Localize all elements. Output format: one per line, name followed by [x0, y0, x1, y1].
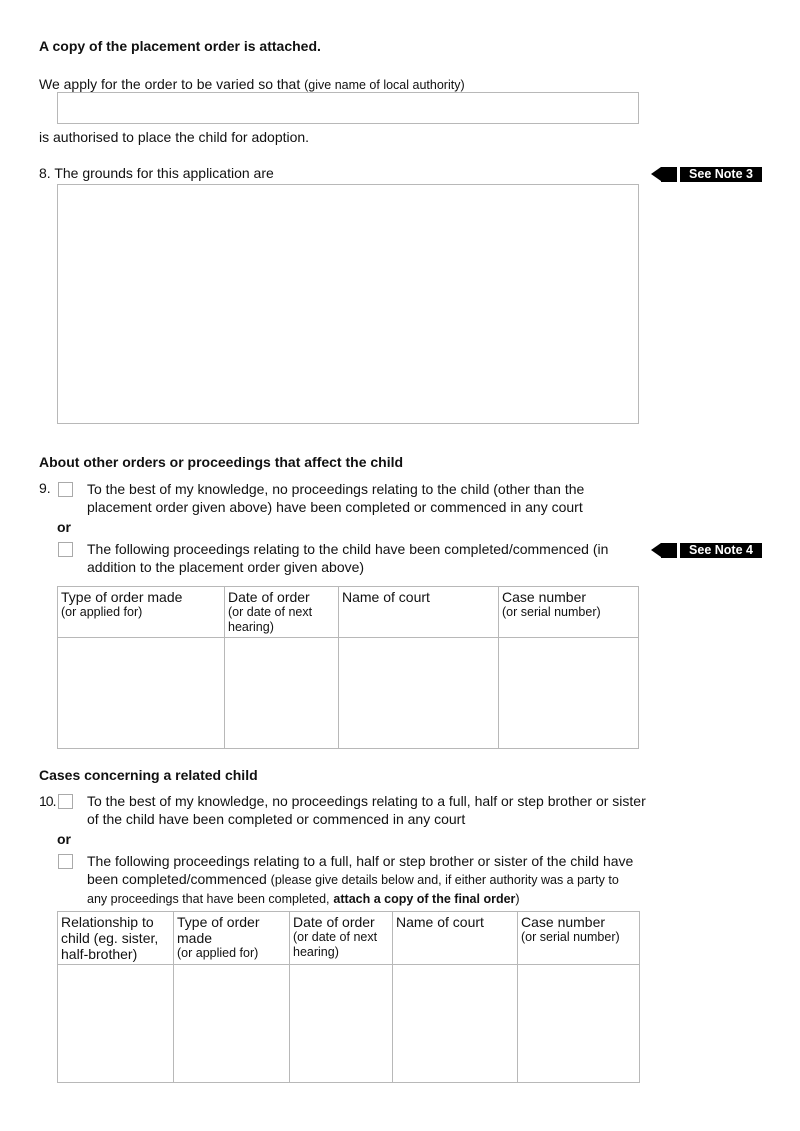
vary-order-hint: (give name of local authority) — [304, 78, 465, 92]
cell-date-of-order-input[interactable] — [290, 965, 393, 1083]
q10-attach-final-order: attach a copy of the final order — [333, 892, 516, 906]
see-note-4-badge — [651, 543, 762, 558]
vary-order-label: We apply for the order to be varied so that — [39, 76, 301, 92]
col-date-of-order: Date of order (or date of next hearing) — [225, 587, 339, 638]
q10-number: 10. — [39, 793, 56, 809]
col-type-of-order: Type of order made (or applied for) — [174, 912, 290, 965]
table-row — [58, 965, 640, 1083]
table-row — [58, 638, 639, 749]
vary-order-text — [39, 76, 465, 92]
cell-type-of-order-input[interactable] — [58, 638, 225, 749]
related-child-table — [57, 911, 640, 1083]
see-note-3-badge — [651, 167, 762, 182]
col-date-of-order: Date of order (or date of next hearing) — [290, 912, 393, 965]
cell-type-of-order-input[interactable] — [174, 965, 290, 1083]
cell-relationship-input[interactable] — [58, 965, 174, 1083]
other-orders-table — [57, 586, 639, 749]
cell-case-number-input[interactable] — [499, 638, 639, 749]
q9-option1-text: To the best of my knowledge, no proceedings relating to the child (other than the placement order given above) have been completed or commenced in any court — [87, 481, 585, 515]
q10-option2-text: The following proceedings relating to a full, half or step brother or sister of the child have been completed/commenced (please give details below and, if either authority was a party to any proceedings that have been completed, attach a copy of the final order) — [87, 853, 634, 906]
col-name-of-court: Name of court — [339, 587, 499, 638]
col-case-number: Case number (or serial number) — [499, 587, 639, 638]
local-authority-input[interactable] — [57, 92, 639, 124]
cell-case-number-input[interactable] — [518, 965, 640, 1083]
q10-no-proceedings-checkbox[interactable] — [58, 794, 73, 809]
grounds-label: 8. The grounds for this application are — [39, 165, 274, 181]
see-note-3-label: See Note 3 — [680, 167, 762, 182]
cell-date-of-order-input[interactable] — [225, 638, 339, 749]
note-arrow-icon — [651, 167, 661, 181]
placement-copy-attached: A copy of the placement order is attached. — [39, 38, 321, 54]
related-child-heading: Cases concerning a related child — [39, 767, 258, 783]
see-note-4-label: See Note 4 — [680, 543, 762, 558]
q10-or: or — [57, 831, 71, 847]
authorised-text: is authorised to place the child for adoption. — [39, 129, 310, 145]
q10-following-proceedings-checkbox[interactable] — [58, 854, 73, 869]
q9-no-proceedings-checkbox[interactable] — [58, 482, 73, 497]
col-case-number: Case number (or serial number) — [518, 912, 640, 965]
col-name-of-court: Name of court — [393, 912, 518, 965]
note-arrow-icon — [651, 543, 661, 557]
table-header-row — [58, 912, 640, 965]
q10-option1-text: To the best of my knowledge, no proceedings relating to a full, half or step brother or sister of the child have been completed or commenced in any court — [87, 793, 646, 827]
grounds-textarea[interactable] — [57, 184, 639, 424]
other-orders-heading: About other orders or proceedings that affect the child — [39, 454, 404, 470]
col-relationship: Relationship to child (eg. sister, half-brother) — [58, 912, 174, 965]
q9-number: 9. — [39, 480, 51, 496]
q10-option2-hint: (please give details below and, if either authority was a party to any proceedings that have been completed, — [87, 873, 619, 906]
q10-option2-main: The following proceedings relating to a full, half or step brother or sister of the child have been completed/commenced — [87, 853, 634, 887]
col-type-of-order: Type of order made (or applied for) — [58, 587, 225, 638]
q9-following-proceedings-checkbox[interactable] — [58, 542, 73, 557]
table-header-row — [58, 587, 639, 638]
q9-option2-text: The following proceedings relating to the child have been completed/commenced (in addition to the placement order given above) — [87, 541, 609, 575]
cell-name-of-court-input[interactable] — [339, 638, 499, 749]
q9-or: or — [57, 519, 71, 535]
cell-name-of-court-input[interactable] — [393, 965, 518, 1083]
